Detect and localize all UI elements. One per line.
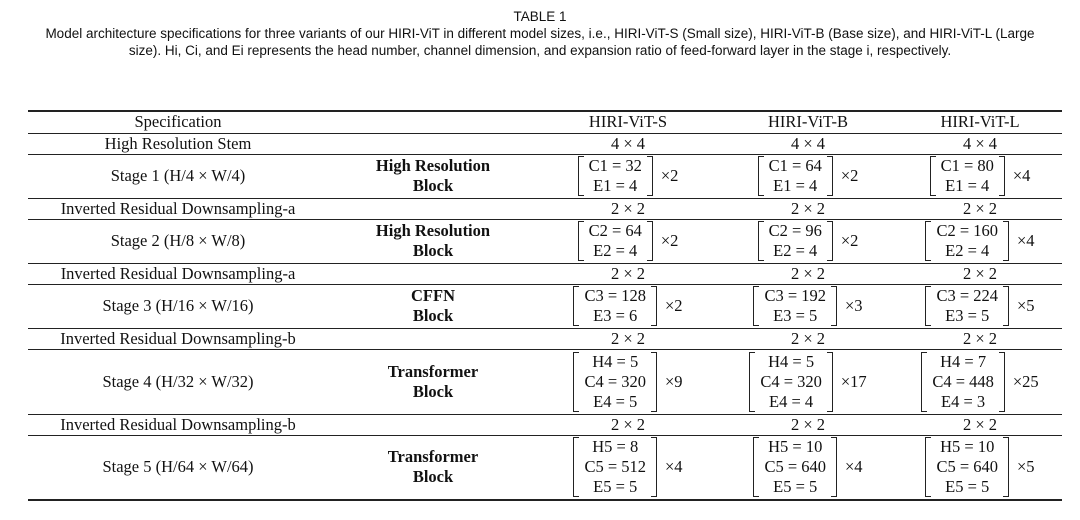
stage-label: Stage 4 (H/32 × W/32) [102, 371, 254, 391]
bracket-matrix [925, 221, 1009, 261]
param-line: E3 = 6 [593, 306, 638, 325]
cell-small [538, 154, 718, 198]
header-large: HIRI-ViT-L [940, 112, 1020, 132]
repeat-count: ×2 [660, 231, 679, 250]
param-line: E3 = 5 [945, 306, 990, 325]
cell-small: 4 × 4 [610, 133, 646, 153]
bracket-group [573, 437, 682, 497]
bracket-group [925, 221, 1034, 261]
table-row-downsampling [28, 263, 1062, 284]
param-line: H4 = 5 [768, 351, 815, 371]
param-line: E2 = 4 [773, 241, 818, 260]
block-name: Transformer [387, 447, 479, 467]
cell-large: 2 × 2 [962, 414, 998, 434]
param-line: C2 = 160 [936, 221, 998, 240]
param-line: E1 = 4 [773, 176, 818, 195]
param-line: H5 = 10 [940, 437, 995, 457]
bracket-group [930, 156, 1031, 196]
bracket-matrix [921, 352, 1005, 412]
block-name: CFFN [411, 286, 455, 305]
table-row-downsampling [28, 328, 1062, 349]
param-line: C2 = 96 [768, 221, 822, 240]
cell-base: 2 × 2 [790, 414, 826, 434]
stage-label: Stage 3 (H/16 × W/16) [102, 296, 254, 315]
param-line: C1 = 80 [940, 156, 994, 175]
bracket-matrix [749, 352, 833, 412]
row-label: Inverted Residual Downsampling-a [60, 198, 296, 218]
bracket-group [578, 156, 679, 196]
param-line: C4 = 320 [760, 371, 822, 391]
repeat-count: ×4 [1012, 166, 1031, 185]
cell-base [718, 284, 898, 328]
bracket-matrix [753, 437, 837, 497]
bracket-group [758, 221, 859, 261]
cell-base: 4 × 4 [790, 133, 826, 153]
bracket-group [921, 352, 1038, 412]
param-line: E5 = 5 [773, 477, 818, 497]
repeat-count: ×4 [1017, 231, 1035, 250]
table-row-stage [28, 219, 1062, 263]
block-name: High Resolution [375, 156, 491, 175]
stage-label: Stage 2 (H/8 × W/8) [110, 231, 246, 250]
block-type [328, 435, 538, 500]
param-line: E2 = 4 [593, 241, 638, 260]
cell-large: 2 × 2 [962, 263, 998, 283]
param-line: C2 = 64 [588, 221, 642, 240]
cell-small: 2 × 2 [610, 328, 646, 348]
stage-label: Stage 5 (H/64 × W/64) [102, 457, 254, 477]
table-row-stage [28, 284, 1062, 328]
bracket-matrix [758, 156, 833, 196]
repeat-count: ×2 [660, 166, 679, 185]
row-label: Inverted Residual Downsampling-b [60, 328, 296, 348]
cell-base: 2 × 2 [790, 328, 826, 348]
cell-large: 4 × 4 [962, 133, 998, 153]
param-line: E1 = 4 [593, 176, 638, 195]
param-line: C3 = 224 [936, 286, 998, 305]
table-header-row [28, 111, 1062, 133]
param-line: C4 = 320 [584, 371, 646, 391]
spec-table-wrapper [28, 110, 1062, 501]
table-row-stage [28, 154, 1062, 198]
table-row-stage [28, 349, 1062, 414]
repeat-count: ×17 [840, 371, 867, 391]
param-line: C5 = 640 [764, 457, 826, 477]
repeat-count: ×4 [665, 457, 683, 477]
cell-base: 2 × 2 [790, 198, 826, 218]
cell-large [898, 154, 1062, 198]
block-word: Block [412, 381, 454, 401]
header-base: HIRI-ViT-B [768, 112, 848, 132]
bracket-matrix [573, 437, 657, 497]
cell-large [898, 284, 1062, 328]
cell-large [898, 435, 1062, 500]
header-block [328, 111, 538, 133]
bracket-matrix [758, 221, 833, 261]
block-word: Block [412, 306, 454, 325]
param-line: H5 = 8 [592, 437, 639, 457]
cell-base [718, 349, 898, 414]
param-line: C3 = 192 [764, 286, 826, 305]
cell-base [718, 154, 898, 198]
cell-small: 2 × 2 [610, 263, 646, 283]
block-word: Block [412, 467, 454, 487]
repeat-count: ×9 [665, 371, 683, 391]
cell-small: 2 × 2 [610, 198, 646, 218]
block-type [328, 284, 538, 328]
bracket-group [753, 437, 862, 497]
cell-small [538, 435, 718, 500]
bracket-group [573, 352, 682, 412]
table-row-stem [28, 133, 1062, 154]
bracket-matrix [930, 156, 1005, 196]
param-line: C3 = 128 [584, 286, 646, 305]
caption-text: Model architecture specifications for three variants of our HIRI-ViT in different model sizes, i.e., HIRI-ViT-S (Small size), HIRI-ViT-B (Base size), and HIRI-ViT-L (Large size). Hi, Ci, and Ei represents the head number, channel dimension, and expansion ratio of feed-forward layer in the stage i, respectively. [45, 26, 1035, 58]
param-line: C1 = 64 [768, 156, 822, 175]
repeat-count: ×25 [1012, 371, 1039, 391]
block-type [328, 219, 538, 263]
cell-base [718, 219, 898, 263]
param-line: E3 = 5 [773, 306, 818, 325]
header-specification: Specification [134, 112, 222, 132]
cell-large [898, 219, 1062, 263]
header-small: HIRI-ViT-S [588, 112, 668, 132]
bracket-group [758, 156, 859, 196]
param-line: C5 = 512 [584, 457, 646, 477]
row-label: Inverted Residual Downsampling-b [60, 414, 296, 434]
param-line: H4 = 5 [592, 351, 639, 371]
param-line: E4 = 5 [593, 391, 638, 411]
param-line: H5 = 10 [768, 437, 823, 457]
block-name: Transformer [387, 361, 479, 381]
cell-base: 2 × 2 [790, 263, 826, 283]
bracket-group [749, 352, 866, 412]
repeat-count: ×3 [845, 296, 863, 315]
stage-label: Stage 1 (H/4 × W/4) [110, 166, 246, 185]
cell-large: 2 × 2 [962, 198, 998, 218]
param-line: C1 = 32 [588, 156, 642, 175]
repeat-count: ×5 [1017, 457, 1035, 477]
param-line: E1 = 4 [945, 176, 990, 195]
param-line: E5 = 5 [945, 477, 990, 497]
bracket-group [753, 286, 862, 326]
param-line: E4 = 4 [769, 391, 814, 411]
bracket-matrix [578, 221, 653, 261]
bracket-matrix [753, 286, 837, 326]
spec-table [28, 110, 1062, 501]
bracket-matrix [573, 352, 657, 412]
row-label: High Resolution Stem [104, 133, 252, 153]
bracket-group [573, 286, 682, 326]
table-row-downsampling [28, 414, 1062, 435]
cell-small [538, 219, 718, 263]
repeat-count: ×2 [840, 231, 859, 250]
repeat-count: ×4 [845, 457, 863, 477]
table-title: TABLE 1 [513, 9, 567, 24]
bracket-group [578, 221, 679, 261]
cell-small [538, 349, 718, 414]
table-caption [30, 8, 1050, 59]
bracket-matrix [925, 437, 1009, 497]
repeat-count: ×2 [665, 296, 683, 315]
cell-large: 2 × 2 [962, 328, 998, 348]
param-line: E2 = 4 [945, 241, 990, 260]
cell-base [718, 435, 898, 500]
bracket-matrix [925, 286, 1009, 326]
bracket-group [925, 437, 1034, 497]
block-word: Block [412, 241, 454, 260]
block-word: Block [412, 176, 454, 195]
cell-small: 2 × 2 [610, 414, 646, 434]
block-type [328, 154, 538, 198]
bracket-matrix [573, 286, 657, 326]
param-line: H4 = 7 [940, 351, 987, 371]
block-type [328, 349, 538, 414]
block-name: High Resolution [375, 221, 491, 240]
table-row-stage [28, 435, 1062, 500]
cell-small [538, 284, 718, 328]
repeat-count: ×5 [1017, 296, 1035, 315]
param-line: E4 = 3 [941, 391, 986, 411]
row-label: Inverted Residual Downsampling-a [60, 263, 296, 283]
param-line: C4 = 448 [932, 371, 994, 391]
cell-large [898, 349, 1062, 414]
param-line: E5 = 5 [593, 477, 638, 497]
bracket-group [925, 286, 1034, 326]
param-line: C5 = 640 [936, 457, 998, 477]
repeat-count: ×2 [840, 166, 859, 185]
table-row-downsampling [28, 198, 1062, 219]
bracket-matrix [578, 156, 653, 196]
